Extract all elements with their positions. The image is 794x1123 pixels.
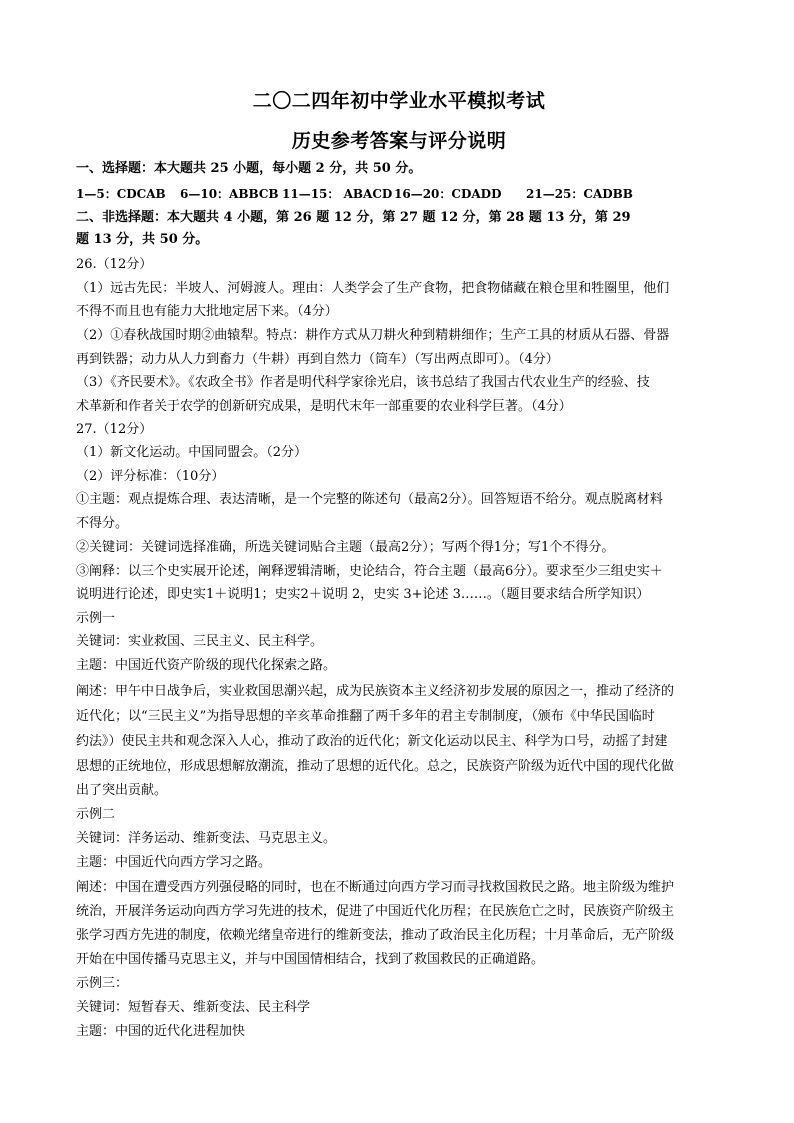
exam-title: 二〇二四年初中学业水平模拟考试 [252, 90, 546, 112]
text-line: 不得分。 [76, 516, 129, 531]
text-line: （1）新文化运动。中国同盟会。（2分） [76, 445, 308, 460]
text-line: （3）《齐民要术》。《农政全书》作者是明代科学家徐光启，该书总结了我国古代农业生产的经验、技 [76, 375, 650, 390]
text-line: 关键词：洋务运动、维新变法、马克思主义。 [76, 831, 337, 846]
text-line: 近代化；以“三民主义”为指导思想的辛亥革命推翻了两千多年的君主专制制度，（颁布《中华民国临时 [76, 709, 655, 724]
text-line: 统治，开展洋务运动向西方学习先进的技术，促进了中国近代化历程；在民族危亡之时，民族资产阶级主 [76, 904, 675, 919]
text-line: 阐述：中国在遭受西方列强侵略的同时，也在不断通过向西方学习而寻找救国救民之路。地主阶级为维护 [76, 880, 675, 895]
text-line: 阐述：甲午中日战争后，实业救国思潮兴起，成为民族资本主义经济初步发展的原因之一，推动了经济的 [76, 684, 675, 699]
text-line: 主题：中国近代资产阶级的现代化探索之路。 [76, 658, 337, 673]
question-26-header: 26.（12分） [76, 257, 153, 272]
text-line: 约法》）使民主共和观念深入人心，推动了政治的近代化；新文化运动以民主、科学为口号，动摇了封建 [76, 734, 668, 749]
text-line: 术革新和作者关于农学的创新研究成果，是明代末年一部重要的农业科学巨著。（4分） [76, 399, 572, 414]
text-line: 关键词：实业救国、三民主义、民主科学。 [76, 634, 324, 649]
text-line: ③阐释：以三个史实展开论述，阐释逻辑清晰，史论结合，符合主题（最高6分）。要求至少三组史实＋ [76, 564, 663, 579]
text-line: 主题：中国的近代化进程加快 [76, 1024, 246, 1039]
text-line: 关键词：短暂春天、维新变法、民主科学 [76, 1000, 311, 1015]
answer-group: 6—10：ABBCB [180, 187, 279, 201]
answer-group: 1—5：CDCAB [76, 187, 166, 201]
section2-heading: 二、非选择题：本大题共 4 小题，第 26 题 12 分，第 27 题 12 分，第 28 题 13 分，第 29 [76, 210, 631, 225]
example-heading: 示例二 [76, 807, 116, 822]
text-line: 开始在中国传播马克思主义，并与中国国情相结合，找到了救国救民的正确道路。 [76, 952, 545, 967]
text-line: （2）①春秋战国时期②曲辕犁。特点：耕作方式从刀耕火种到精耕细作；生产工具的材质从石器、骨器 [76, 328, 670, 343]
text-line: （2）评分标准：（10分） [76, 469, 225, 484]
text-line: 主题：中国近代向西方学习之路。 [76, 855, 272, 870]
document-subtitle: 历史参考答案与评分说明 [291, 130, 507, 152]
example-heading: 示例三： [76, 976, 129, 991]
section1-heading: 一、选择题：本大题共 25 小题，每小题 2 分，共 50 分。 [76, 161, 422, 176]
answer-group: 21—25：CADBB [526, 187, 633, 201]
text-line: （1）远古先民：半坡人、河姆渡人。理由：人类学会了生产食物，把食物储藏在粮仓里和牲圈里，他们 [76, 281, 670, 296]
multiple-choice-answers [76, 182, 722, 206]
example-heading: 示例一 [76, 611, 116, 626]
text-line: 出了突出贡献。 [76, 783, 168, 798]
text-line: 不得不而且也有能力大批地定居下来。（4分） [76, 304, 338, 319]
answer-group: 16—20：CDADD [394, 187, 502, 201]
question-27-header: 27.（12分） [76, 422, 153, 437]
text-line: ①主题：观点提炼合理、表达清晰，是一个完整的陈述句（最高2分）。回答短语不给分。观点脱离材料 [76, 492, 663, 507]
text-line: 再到铁器；动力从人力到畜力（牛耕）再到自然力（筒车）（写出两点即可）。（4分） [76, 352, 559, 367]
text-line: 说明进行论述，即史实1＋说明1；史实2＋说明 2，史实 3+论述 3……。（题目要求结合所学知识） [76, 587, 650, 602]
text-line: ②关键词：关键词选择准确，所选关键词贴合主题（最高2分）；写两个得1分；写1个不得分。 [76, 540, 615, 555]
text-line: 张学习西方先进的制度，依赖光绪皇帝进行的维新变法，推动了政治民主化历程；十月革命后，无产阶级 [76, 928, 675, 943]
text-line: 思想的正统地位，形成思想解放潮流，推动了思想的近代化。总之，民族资产阶级为近代中国的现代化做 [76, 759, 675, 774]
section2-heading-cont: 题 13 分，共 50 分。 [76, 232, 209, 247]
answer-group: 11—15： ABACD [282, 187, 393, 201]
